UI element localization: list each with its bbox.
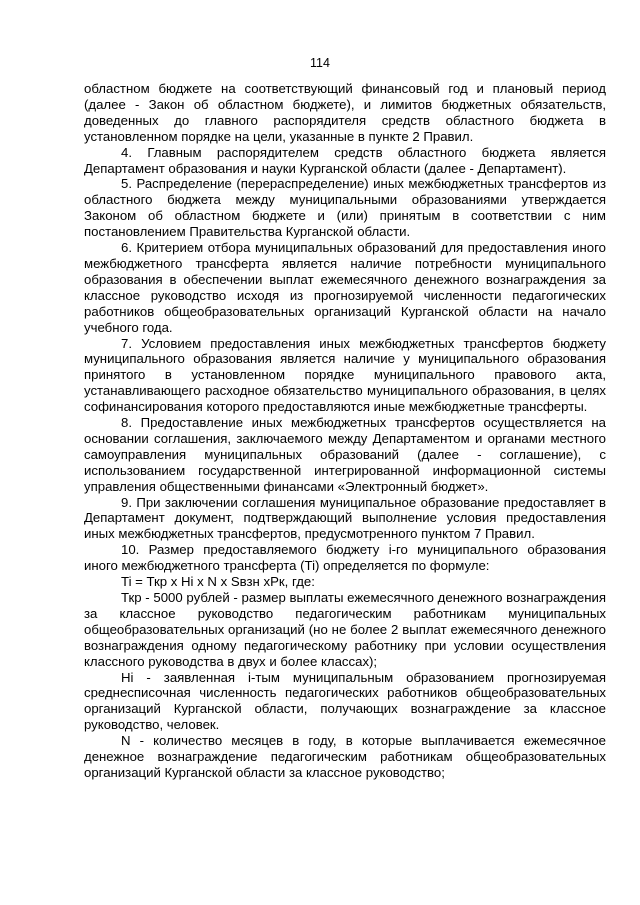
paragraph-intro: областном бюджете на соответствующий финансовый год и плановый период (далее - Закон об областном бюджете), и лимитов бюджетных обязательств, доведенных до главного распорядителя средств областного бюджета в установленном порядке на цели, указанные в пункте 2 Правил.: [84, 81, 606, 144]
formula-line: Ti = Ткр x Hi x N x Sвзн xPк, где:: [121, 574, 315, 590]
paragraph-8: 8. Предоставление иных межбюджетных трансфертов осуществляется на основании соглашения, заключаемого между Департаментом и органами местного самоуправления муниципальных образований (далее - соглашение), с использованием государственной интегрированной информационной системы управления общественными финансами «Электронный бюджет».: [84, 415, 606, 494]
paragraph-6: 6. Критерием отбора муниципальных образований для предоставления иного межбюджетного трансферта является наличие потребности муниципального образования в обеспечении выплат ежемесячного денежного вознаграждения за классное руководство исходя из прогнозируемой численности педагогических работников общеобразовательных организаций Курганской области на начало учебного года.: [84, 240, 606, 335]
page-number: 114: [310, 56, 330, 70]
paragraph-7: 7. Условием предоставления иных межбюджетных трансфертов бюджету муниципального образования является наличие у муниципального образования принятого в установленном порядке муниципального правового акта, устанавливающего расходное обязательство муниципального образования, в целях софинансирования которого предоставляются иные межбюджетные трансферты.: [84, 335, 606, 415]
paragraph-4: 4. Главным распорядителем средств областного бюджета является Департамент образования и науки Курганской области (далее - Департамент).: [84, 144, 606, 176]
definition-hi: Hi - заявленная i-тым муниципальным образованием прогнозируемая среднесписочная численность педагогических работников общеобразовательных организаций Курганской области, получающих вознаграждение за классное руководство, человек.: [84, 669, 606, 733]
paragraph-9: 9. При заключении соглашения муниципальное образование предоставляет в Департамент документ, подтверждающий выполнение условия предоставления иных межбюджетных трансфертов, предусмотренного пунктом 7 Правил.: [84, 494, 606, 542]
document-body: [84, 81, 606, 781]
definition-tkr: Ткр - 5000 рублей - размер выплаты ежемесячного денежного вознаграждения за классное руководство педагогическим работникам муниципальных общеобразовательных организаций (но не более 2 выплат ежемесячного денежного вознаграждения одному педагогическому работнику при условии осуществления классного руководства в двух и более классах);: [84, 590, 606, 669]
definition-n: N - количество месяцев в году, в которые выплачивается ежемесячное денежное вознаграждение педагогическим работникам общеобразовательных организаций Курганской области за классное руководство;: [84, 733, 606, 780]
paragraph-5: 5. Распределение (перераспределение) иных межбюджетных трансфертов из областного бюджета между муниципальными образованиями утверждается Законом об областном бюджете и (или) принятым в соответствии с ним постановлением Правительства Курганской области.: [84, 176, 606, 240]
paragraph-10: 10. Размер предоставляемого бюджету i-го муниципального образования иного межбюджетного трансферта (Ti) определяется по формуле:: [84, 542, 606, 574]
